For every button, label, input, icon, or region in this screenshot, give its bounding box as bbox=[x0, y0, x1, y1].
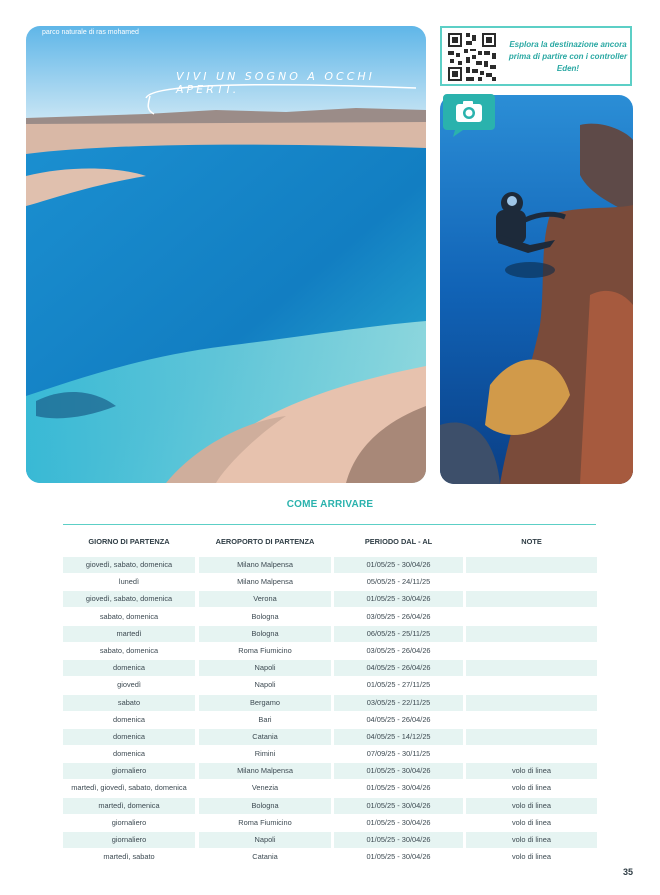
cell-notes bbox=[466, 677, 597, 693]
cell-notes: volo di linea bbox=[511, 817, 552, 827]
qr-promo-box[interactable] bbox=[440, 26, 632, 86]
cell-period: 04/05/25 - 26/04/26 bbox=[366, 714, 431, 724]
cell-period: 03/05/25 - 22/11/25 bbox=[334, 695, 463, 711]
table-row bbox=[63, 712, 597, 729]
slogan-text: VIVI UN SOGNO A OCCHI APERTI. bbox=[176, 70, 375, 96]
cell-day: giornaliero bbox=[63, 832, 195, 848]
cell-day: martedì, giovedì, sabato, domenica bbox=[71, 783, 187, 793]
cell-day: martedì, sabato bbox=[103, 852, 155, 862]
column-header-notes: NOTE bbox=[521, 537, 542, 546]
table-row bbox=[63, 591, 597, 608]
cell-period: 01/05/25 - 30/04/26 bbox=[366, 852, 431, 862]
cell-day: giornaliero bbox=[111, 817, 147, 827]
table-row bbox=[63, 626, 597, 643]
cell-notes bbox=[466, 746, 597, 762]
cell-period: 07/09/25 - 30/11/25 bbox=[366, 749, 431, 759]
table-row bbox=[63, 815, 597, 832]
cell-notes bbox=[466, 574, 597, 590]
table-row bbox=[63, 746, 597, 763]
cell-day: domenica bbox=[112, 714, 146, 724]
cell-day: giovedì, sabato, domenica bbox=[63, 591, 195, 607]
diver-photo bbox=[440, 95, 633, 484]
table-row bbox=[63, 574, 597, 591]
cell-day: sabato, domenica bbox=[99, 611, 159, 621]
table-row bbox=[63, 677, 597, 694]
cell-airport: Catania bbox=[199, 729, 331, 745]
cell-airport: Bologna bbox=[199, 798, 331, 814]
cell-notes bbox=[466, 591, 597, 607]
cell-period: 01/05/25 - 30/04/26 bbox=[334, 557, 463, 573]
cell-airport: Catania bbox=[252, 852, 278, 862]
cell-day: domenica bbox=[63, 729, 195, 745]
cell-airport: Bologna bbox=[199, 626, 331, 642]
cell-period: 03/05/25 - 26/04/26 bbox=[366, 645, 431, 655]
cell-day: martedì, domenica bbox=[63, 798, 195, 814]
column-header-period: PERIODO DAL - AL bbox=[364, 537, 433, 546]
table-row bbox=[63, 780, 597, 797]
table-row bbox=[63, 660, 597, 677]
cell-notes bbox=[466, 609, 597, 625]
cell-notes: volo di linea bbox=[466, 798, 597, 814]
table-row bbox=[63, 763, 597, 780]
cell-day: martedì bbox=[63, 626, 195, 642]
cell-period: 01/05/25 - 30/04/26 bbox=[334, 798, 463, 814]
cell-airport: Bergamo bbox=[199, 695, 331, 711]
cell-period: 05/05/25 - 24/11/25 bbox=[366, 577, 431, 587]
cell-day: sabato, domenica bbox=[99, 645, 159, 655]
cell-notes: volo di linea bbox=[466, 832, 597, 848]
table-row bbox=[63, 695, 597, 712]
cell-airport: Milano Malpensa bbox=[237, 577, 293, 587]
cell-period: 01/05/25 - 30/04/26 bbox=[366, 817, 431, 827]
page-number: 35 bbox=[622, 867, 633, 877]
cell-notes: volo di linea bbox=[466, 763, 597, 779]
cell-airport: Roma Fiumicino bbox=[238, 817, 292, 827]
cell-day: giornaliero bbox=[63, 763, 195, 779]
cell-day: domenica bbox=[63, 660, 195, 676]
photo-caption: parco naturale di ras mohamed bbox=[42, 29, 139, 36]
cell-airport: Rimini bbox=[254, 749, 276, 759]
section-title: COME ARRIVARE bbox=[286, 499, 374, 510]
cell-airport: Venezia bbox=[251, 783, 279, 793]
cell-day: giovedì bbox=[117, 680, 141, 690]
table-row bbox=[63, 609, 597, 626]
cell-period: 03/05/25 - 26/04/26 bbox=[366, 611, 431, 621]
cell-airport: Verona bbox=[199, 591, 331, 607]
cell-airport: Napoli bbox=[199, 832, 331, 848]
cell-airport: Milano Malpensa bbox=[199, 763, 331, 779]
departures-table bbox=[63, 557, 597, 866]
lagoon-photo bbox=[26, 26, 426, 483]
cell-period: 06/05/25 - 25/11/25 bbox=[334, 626, 463, 642]
cell-notes: volo di linea bbox=[511, 783, 552, 793]
cell-notes bbox=[466, 626, 597, 642]
column-header-departure-airport: AEROPORTO DI PARTENZA bbox=[215, 537, 315, 546]
title-divider bbox=[63, 524, 596, 525]
cell-airport: Milano Malpensa bbox=[199, 557, 331, 573]
cell-period: 01/05/25 - 30/04/26 bbox=[366, 783, 431, 793]
cell-notes bbox=[466, 643, 597, 659]
cell-period: 01/05/25 - 27/11/25 bbox=[366, 680, 431, 690]
cell-airport: Roma Fiumicino bbox=[238, 645, 292, 655]
cell-airport: Bologna bbox=[251, 611, 279, 621]
cell-airport: Napoli bbox=[199, 660, 331, 676]
cell-period: 04/05/25 - 26/04/26 bbox=[334, 660, 463, 676]
cell-notes bbox=[466, 729, 597, 745]
cell-day: domenica bbox=[112, 749, 146, 759]
cell-period: 01/05/25 - 30/04/26 bbox=[334, 832, 463, 848]
table-row bbox=[63, 643, 597, 660]
column-header-departure-day: GIORNO DI PARTENZA bbox=[88, 537, 170, 546]
cell-period: 01/05/25 - 30/04/26 bbox=[334, 763, 463, 779]
table-row bbox=[63, 798, 597, 815]
camera-icon bbox=[441, 90, 497, 138]
cell-day: giovedì, sabato, domenica bbox=[63, 557, 195, 573]
cell-airport: Napoli bbox=[254, 680, 276, 690]
diver-illustration bbox=[440, 95, 633, 484]
table-row bbox=[63, 729, 597, 746]
cell-airport: Bari bbox=[258, 714, 272, 724]
cell-day: sabato bbox=[63, 695, 195, 711]
cell-notes bbox=[466, 660, 597, 676]
cell-notes bbox=[466, 712, 597, 728]
cell-notes: volo di linea bbox=[511, 852, 552, 862]
cell-period: 01/05/25 - 30/04/26 bbox=[334, 591, 463, 607]
table-row bbox=[63, 557, 597, 574]
cell-notes bbox=[466, 557, 597, 573]
table-row bbox=[63, 849, 597, 866]
qr-code-icon[interactable] bbox=[446, 31, 498, 83]
cell-day: lunedì bbox=[118, 577, 140, 587]
table-row bbox=[63, 832, 597, 849]
cell-notes bbox=[466, 695, 597, 711]
cell-period: 04/05/25 - 14/12/25 bbox=[334, 729, 463, 745]
qr-promo-text: Esplora la destinazione ancora prima di partire con i controller Eden! bbox=[508, 40, 628, 73]
